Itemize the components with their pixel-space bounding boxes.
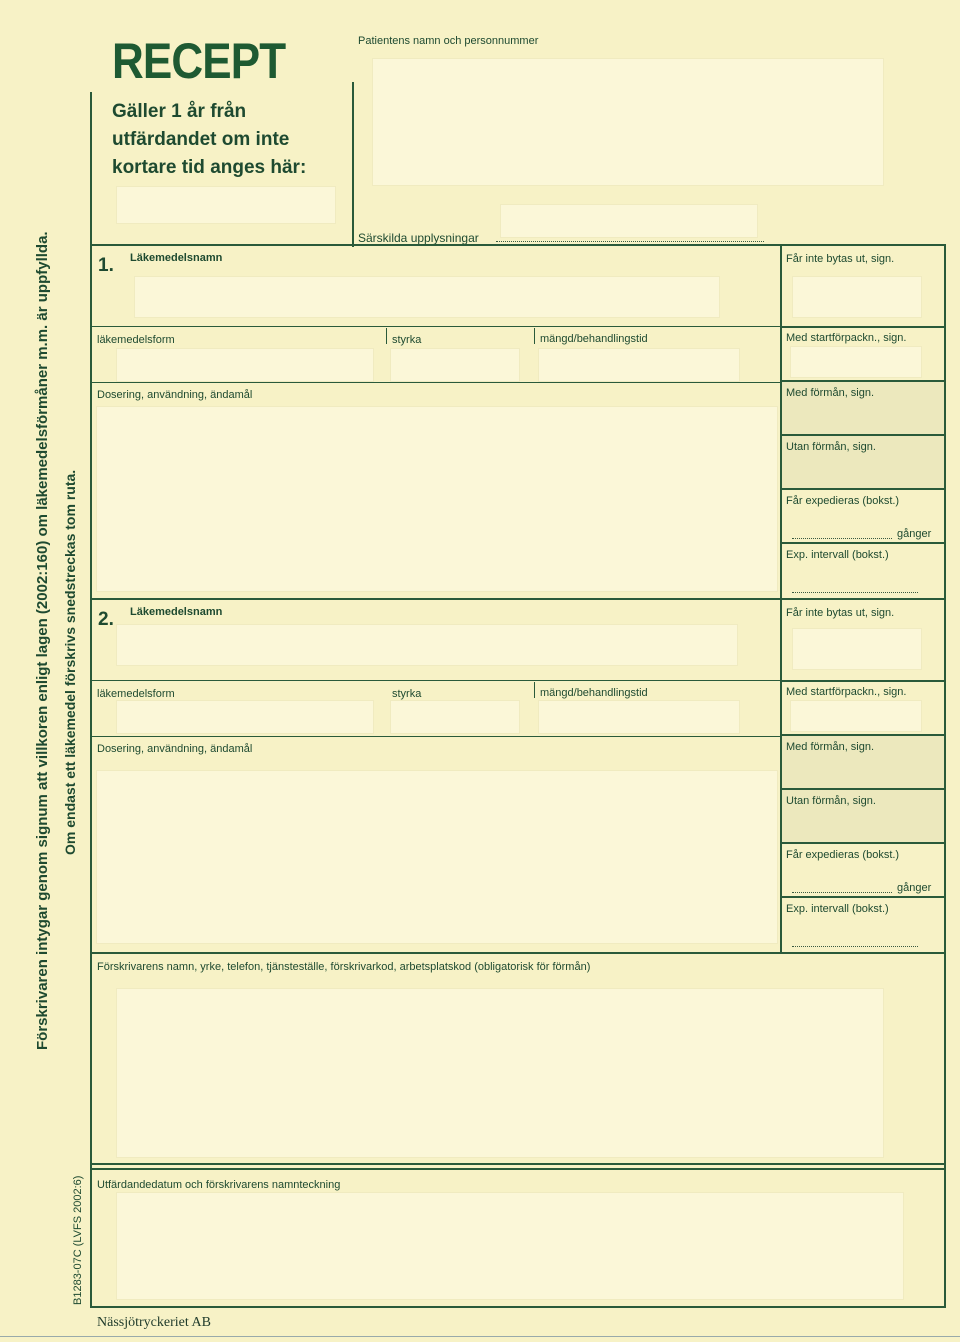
signature-label: Utfärdandedatum och förskrivarens namnteckning [97, 1179, 341, 1191]
section-divider [92, 952, 944, 954]
amount-field[interactable] [538, 700, 740, 734]
with-benefit-label: Med förmån, sign. [786, 741, 875, 753]
dosage-label: Dosering, användning, ändamål [97, 743, 253, 755]
dispense-line [792, 892, 892, 893]
strength-field[interactable] [390, 700, 520, 734]
page-title: RECEPT [112, 33, 286, 89]
side-instruction-text: Om endast ett läkemedel förskrivs snedstreckas tom ruta. [62, 469, 78, 855]
dosage-field[interactable] [96, 770, 778, 944]
no-substitution-field[interactable] [792, 628, 922, 670]
form-label: läkemedelsform [97, 334, 175, 346]
starter-pack-field[interactable] [790, 700, 922, 732]
starter-pack-field[interactable] [790, 346, 922, 378]
drug-name-field[interactable] [116, 624, 738, 666]
drug-name-label: Läkemedelsnamn [130, 252, 223, 264]
special-info-line [496, 241, 764, 242]
strength-field[interactable] [390, 348, 520, 382]
dosage-label: Dosering, användning, ändamål [97, 389, 253, 401]
validity-date-field[interactable] [116, 186, 336, 224]
starter-pack-label: Med startförpackn., sign. [786, 332, 907, 344]
prescriber-info-label: Förskrivarens namn, yrke, telefon, tjänsteställe, förskrivarkod, arbetsplatskod (obligatorisk för förmån) [97, 961, 591, 973]
starter-pack-label: Med startförpackn., sign. [786, 686, 907, 698]
header-divider [90, 92, 92, 247]
prescription-number: 1. [98, 255, 114, 276]
bottom-edge [0, 1336, 960, 1337]
no-substitution-field[interactable] [792, 276, 922, 318]
section-divider [92, 1163, 944, 1165]
without-benefit-label: Utan förmån, sign. [786, 441, 876, 453]
sign-divider [782, 680, 944, 682]
no-substitution-label: Får inte bytas ut, sign. [786, 253, 895, 265]
row-divider [92, 736, 782, 737]
no-substitution-label: Får inte bytas ut, sign. [786, 607, 895, 619]
without-benefit-label: Utan förmån, sign. [786, 795, 876, 807]
header-divider-right [352, 82, 354, 247]
dispense-line [792, 538, 892, 539]
amount-label: mängd/behandlingstid [540, 333, 648, 345]
col-divider [534, 682, 535, 698]
row-divider [92, 382, 782, 383]
patient-label: Patientens namn och personnummer [358, 35, 539, 47]
form-label: läkemedelsform [97, 688, 175, 700]
row-divider [92, 680, 782, 681]
section-divider [92, 1168, 944, 1170]
validity-text: Gäller 1 år från utfärdandet om inte kortare tid anges här: [112, 101, 307, 178]
interval-label: Exp. intervall (bokst.) [786, 549, 889, 561]
drug-name-field[interactable] [134, 276, 720, 318]
form-field[interactable] [116, 348, 374, 382]
signature-field[interactable] [116, 1192, 904, 1300]
printer-name: Nässjötryckeriet AB [97, 1315, 211, 1330]
section-divider [92, 598, 944, 600]
sign-divider [782, 488, 944, 490]
sign-divider [782, 842, 944, 844]
special-info-field[interactable] [500, 204, 758, 238]
times-label: gånger [897, 882, 932, 894]
row-divider [92, 326, 782, 327]
dosage-field[interactable] [96, 406, 778, 592]
interval-line [792, 592, 918, 593]
form-code: B1283-07C (LVFS 2002:6) [72, 1175, 84, 1305]
strength-label: styrka [392, 688, 422, 700]
sign-divider [782, 326, 944, 328]
sign-divider [782, 542, 944, 544]
col-divider [386, 328, 387, 344]
drug-name-label: Läkemedelsnamn [130, 606, 223, 618]
times-label: gånger [897, 528, 932, 540]
strength-label: styrka [392, 334, 422, 346]
side-declaration-text: Förskrivaren intygar genom signum att villkoren enligt lagen (2002:160) om läkemedelsförmåner m.m. är uppfyllda. [34, 231, 51, 1050]
dispense-label: Får expedieras (bokst.) [786, 849, 900, 861]
amount-label: mängd/behandlingstid [540, 687, 648, 699]
patient-name-field[interactable] [372, 58, 884, 186]
sign-divider [782, 896, 944, 898]
amount-field[interactable] [538, 348, 740, 382]
special-info-label: Särskilda upplysningar [358, 231, 479, 245]
interval-label: Exp. intervall (bokst.) [786, 903, 889, 915]
form-field[interactable] [116, 700, 374, 734]
prescription-number: 2. [98, 609, 114, 630]
dispense-label: Får expedieras (bokst.) [786, 495, 900, 507]
col-divider [534, 328, 535, 344]
interval-line [792, 946, 918, 947]
prescriber-info-field[interactable] [116, 988, 884, 1158]
with-benefit-label: Med förmån, sign. [786, 387, 875, 399]
